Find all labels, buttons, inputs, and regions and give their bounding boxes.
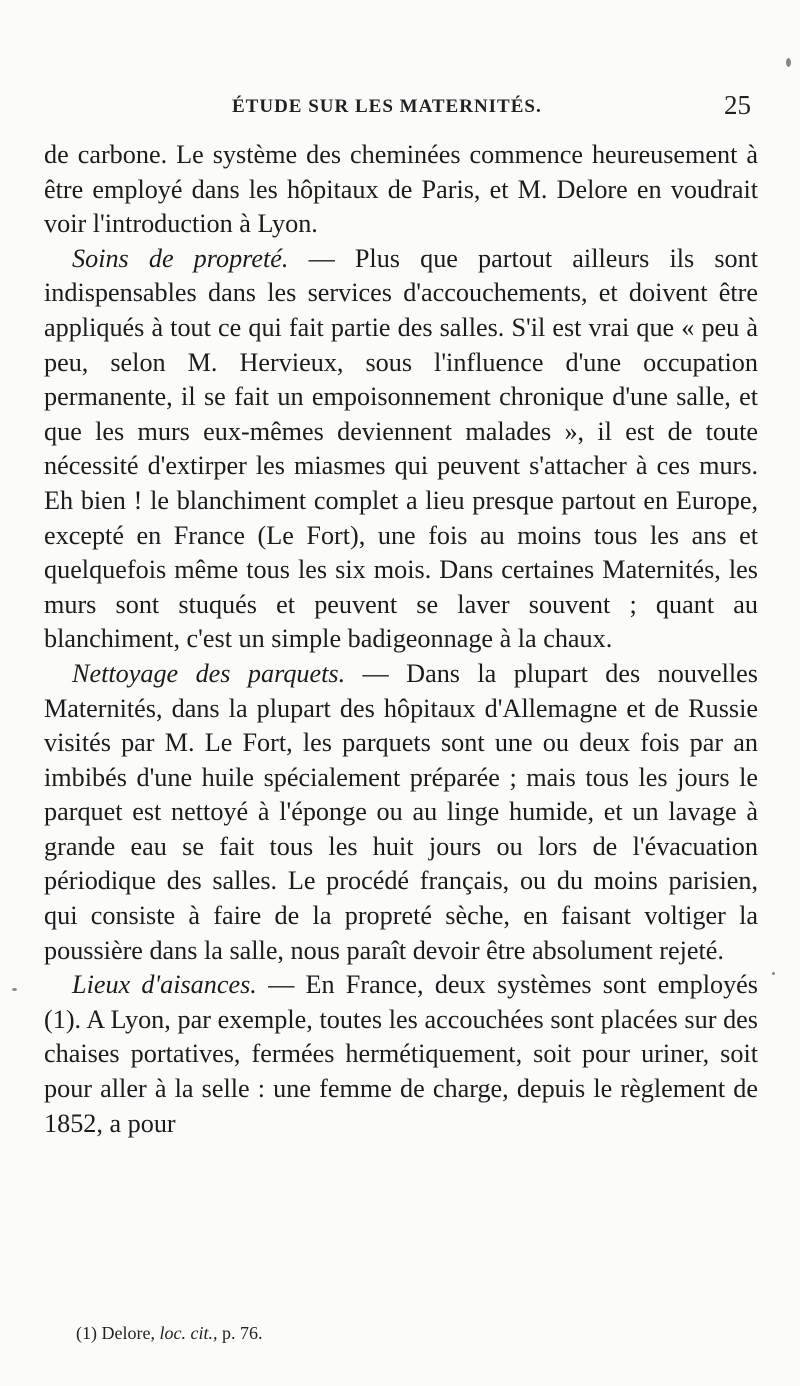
paragraph-text: — Dans la plupart des nouvelles Maternités, dans la plupart des hôpitaux d'Allemagne et de Russie visités par M. Le Fort, les parquets sont une ou deux fois par an imbibés d'une huile spécialement préparée ; mais tous les jours le parquet est nettoyé à l'éponge ou au linge humide, et un lavage à grande eau se fait tous les huit jours ou lors de l'évacuation périodique des salles. Le procédé français, ou du moins parisien, qui consiste à faire de la propreté sèche, en faisant voltiger la poussière dans la salle, nous paraît devoir être absolument rejeté.	[44, 658, 758, 965]
paper-speck	[772, 972, 775, 975]
paragraph-lieux-d-aisances	[44, 968, 758, 1141]
paper-speck	[786, 58, 791, 67]
page-number: 25	[724, 90, 751, 120]
paragraph-lead: Nettoyage des parquets.	[72, 658, 346, 688]
paragraph-text: — Plus que partout ailleurs ils sont indispensables dans les services d'accouchements, et doivent être appliqués à tout ce qui fait partie des salles. S'il est vrai que « peu à peu, selon M. Hervieux, sous l'influence d'une occupation permanente, il se fait un empoisonnement chronique d'une salle, et que les murs eux-mêmes deviennent malades », il est de toute nécessité d'extirper les miasmes qui peuvent s'attacher à ces murs. Eh bien ! le blanchiment complet a lieu presque partout en Europe, excepté en France (Le Fort), une fois au moins tous les ans et quelquefois même tous les six mois. Dans certaines Maternités, les murs sont stuqués et peuvent se laver souvent ; quant au blanchiment, c'est un simple badigeonnage à la chaux.	[44, 243, 758, 654]
running-title: ÉTUDE SUR LES MATERNITÉS.	[232, 96, 542, 117]
page-header	[0, 90, 800, 126]
footnote	[76, 1323, 262, 1344]
body-text	[44, 138, 758, 1141]
paragraph-nettoyage-des-parquets	[44, 657, 758, 968]
paper-speck	[12, 988, 17, 991]
paragraph-text: de carbone. Le système des cheminées commence heureusement à être employé dans les hôpitaux de Paris, et M. Delore en voudrait voir l'introduction à Lyon.	[44, 140, 758, 239]
footnote-page: p. 76.	[221, 1323, 263, 1343]
footnote-marker: (1)	[76, 1323, 97, 1343]
paragraph-soins-de-proprete	[44, 242, 758, 657]
footnote-reference: loc. cit.,	[159, 1323, 218, 1343]
footnote-author: Delore,	[101, 1323, 155, 1343]
paragraph-text: — En France, deux systèmes sont employés (1). A Lyon, par exemple, toutes les accouchées sont placées sur des chaises portatives, fermées hermétiquement, soit pour uriner, soit pour aller à la selle : une femme de charge, depuis le règlement de 1852, a pour	[44, 970, 758, 1138]
paragraph-lead: Lieux d'aisances.	[72, 970, 257, 1000]
paragraph-continuation	[44, 138, 758, 242]
paragraph-lead: Soins de propreté.	[72, 243, 289, 273]
